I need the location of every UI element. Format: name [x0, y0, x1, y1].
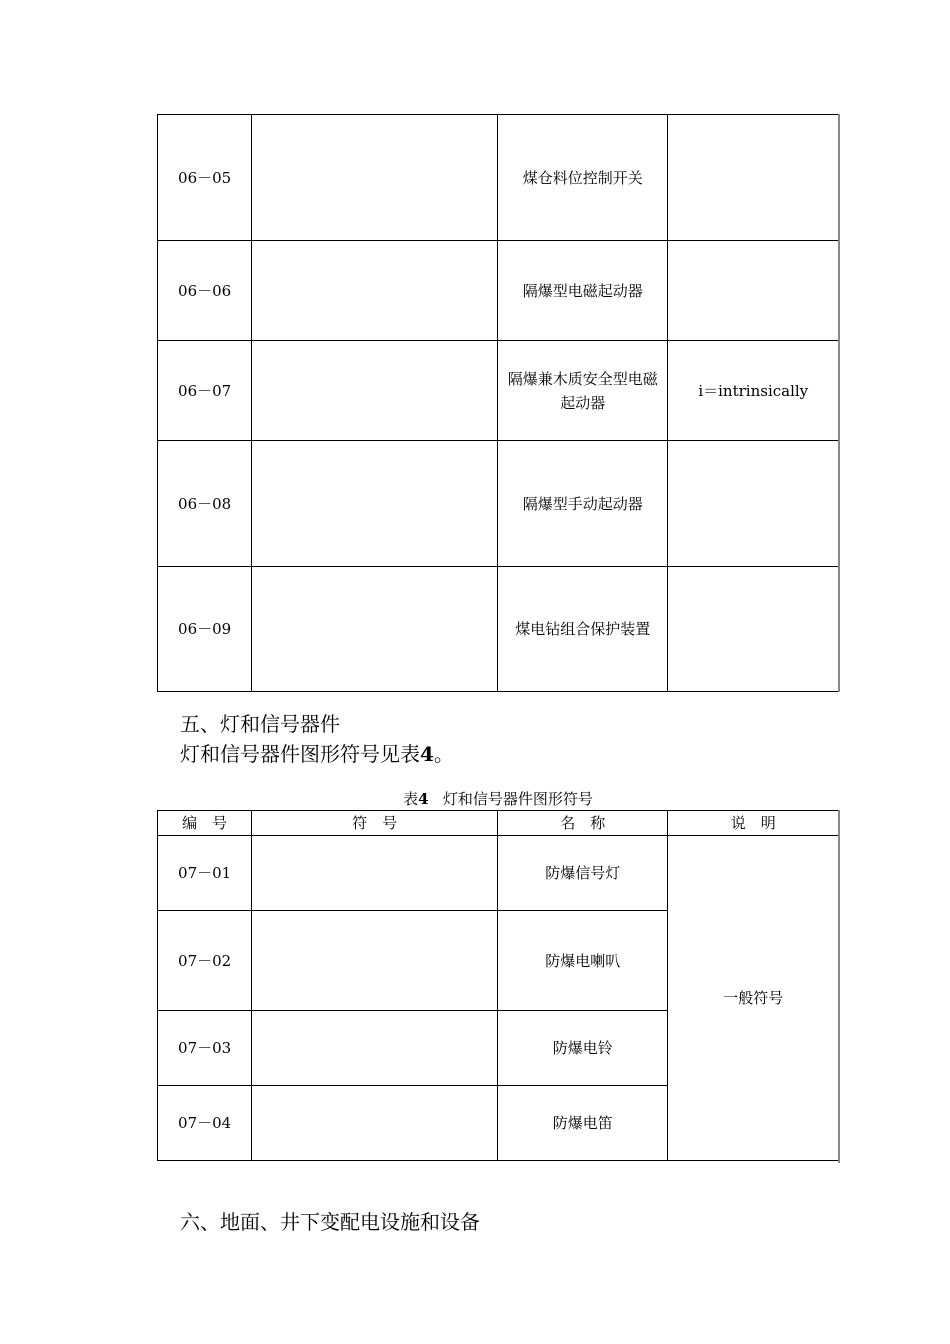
header-name: 名 称 [497, 811, 668, 836]
table-4-caption: 表4 灯和信号器件图形符号 [403, 790, 593, 808]
symbol-cell [252, 1011, 498, 1086]
note-cell: i＝intrinsically [668, 341, 839, 441]
table-row [158, 441, 839, 567]
section-5-description: 灯和信号器件图形符号见表4。 [180, 742, 454, 766]
code-cell: 06－05 [158, 115, 252, 241]
name-cell: 煤电钻组合保护装置 [497, 567, 668, 692]
merged-note-cell: 一般符号 [668, 836, 839, 1161]
code-cell: 06－06 [158, 241, 252, 341]
symbol-cell [252, 567, 498, 692]
name-cell: 防爆电笛 [497, 1086, 668, 1161]
note-cell [668, 241, 839, 341]
symbol-cell [252, 911, 498, 1011]
table-row [158, 341, 839, 441]
table-row [158, 567, 839, 692]
code-cell: 07－01 [158, 836, 252, 911]
table-row [158, 241, 839, 341]
name-cell: 隔爆型手动起动器 [497, 441, 668, 567]
symbol-cell [252, 441, 498, 567]
symbol-table-07 [157, 810, 839, 1161]
note-cell [668, 441, 839, 567]
table-header-row [158, 811, 839, 836]
symbol-cell [252, 115, 498, 241]
name-cell: 煤仓料位控制开关 [497, 115, 668, 241]
header-code: 编 号 [158, 811, 252, 836]
section-5-title: 五、灯和信号器件 [180, 712, 340, 736]
name-cell: 防爆电喇叭 [497, 911, 668, 1011]
code-cell: 06－07 [158, 341, 252, 441]
code-cell: 07－04 [158, 1086, 252, 1161]
symbol-cell [252, 341, 498, 441]
name-cell: 隔爆兼木质安全型电磁起动器 [497, 341, 668, 441]
symbol-cell [252, 1086, 498, 1161]
section-6-title: 六、地面、井下变配电设施和设备 [180, 1210, 480, 1234]
name-cell: 防爆信号灯 [497, 836, 668, 911]
code-cell: 07－02 [158, 911, 252, 1011]
code-cell: 07－03 [158, 1011, 252, 1086]
symbol-cell [252, 241, 498, 341]
table-row [158, 836, 839, 911]
note-cell [668, 567, 839, 692]
table-edge-shadow [838, 114, 840, 692]
header-symbol: 符 号 [252, 811, 498, 836]
name-cell: 隔爆型电磁起动器 [497, 241, 668, 341]
code-cell: 06－09 [158, 567, 252, 692]
name-cell: 防爆电铃 [497, 1011, 668, 1086]
note-cell [668, 115, 839, 241]
symbol-table-06 [157, 114, 839, 692]
table-edge-shadow [838, 810, 840, 1163]
code-cell: 06－08 [158, 441, 252, 567]
table-row [158, 115, 839, 241]
symbol-cell [252, 836, 498, 911]
header-note: 说 明 [668, 811, 839, 836]
